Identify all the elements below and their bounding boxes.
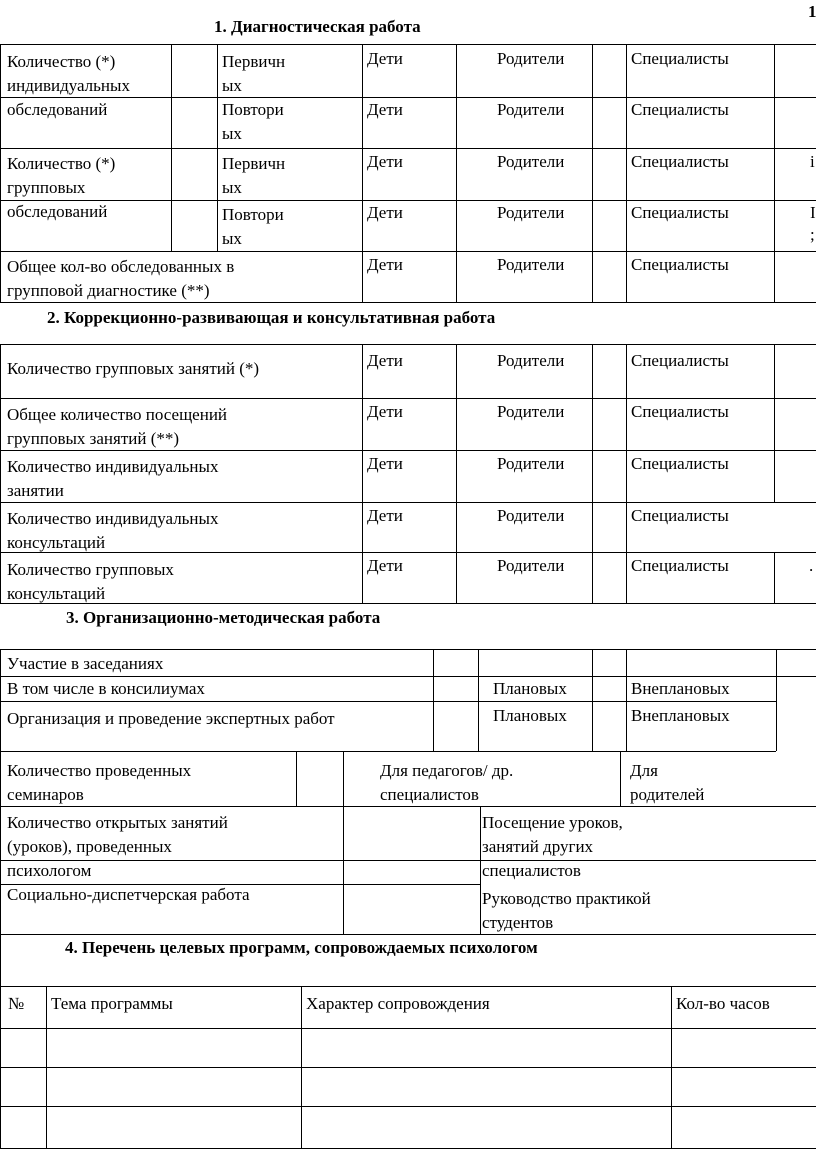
col-parents: Родители bbox=[497, 152, 565, 171]
row-label: индивидуальных bbox=[7, 76, 130, 95]
col-children: Дети bbox=[367, 351, 403, 370]
col-children: Дети bbox=[367, 100, 403, 119]
section-4-title: 4. Перечень целевых программ, сопровождаемых психологом bbox=[65, 938, 538, 957]
table-rule bbox=[0, 751, 776, 752]
table-rule bbox=[0, 44, 1, 302]
section-2-title: 2. Коррекционно-развивающая и консультативная работа bbox=[47, 308, 496, 327]
table-rule bbox=[0, 649, 816, 650]
table-rule bbox=[301, 986, 302, 1148]
section-1-title: 1. Диагностическая работа bbox=[214, 17, 421, 36]
sub-label: Первичн bbox=[222, 52, 286, 71]
row-label: групповых занятий (**) bbox=[7, 429, 180, 448]
col-specialists: Специалисты bbox=[631, 203, 729, 222]
col-children: Дети bbox=[367, 255, 403, 274]
row-label: Количество проведенных bbox=[7, 761, 192, 780]
table-rule bbox=[671, 986, 672, 1148]
table-rule bbox=[0, 1067, 816, 1068]
row-label: обследований bbox=[7, 202, 108, 221]
table-rule bbox=[478, 649, 479, 751]
page-number: 1 bbox=[808, 2, 816, 21]
col-children: Дети bbox=[367, 49, 403, 68]
col-specialists: Специалисты bbox=[631, 49, 729, 68]
row-label: консультаций bbox=[7, 533, 106, 552]
row-label: групповых bbox=[7, 178, 86, 197]
row-label: Количество индивидуальных bbox=[7, 457, 219, 476]
table-rule bbox=[456, 44, 457, 302]
col-hours-header: Кол-во часов bbox=[676, 994, 770, 1013]
table-rule bbox=[0, 344, 816, 345]
sub-label: ых bbox=[222, 229, 242, 248]
table-rule bbox=[626, 649, 627, 751]
col-children: Дети bbox=[367, 454, 403, 473]
row-label: Социально-диспетчерская работа bbox=[7, 885, 250, 904]
col-specialists: Специалисты bbox=[631, 454, 729, 473]
col-unplanned: Внеплановых bbox=[631, 679, 730, 698]
cell-label: Посещение уроков, bbox=[482, 813, 623, 832]
col-specialists: Специалисты bbox=[631, 556, 729, 575]
col-children: Дети bbox=[367, 506, 403, 525]
table-rule bbox=[0, 986, 816, 987]
row-label: семинаров bbox=[7, 785, 84, 804]
col-planned: Плановых bbox=[493, 679, 567, 698]
table-rule bbox=[774, 552, 775, 603]
row-label: Количество групповых занятий (*) bbox=[7, 359, 260, 378]
col-support-header: Характер сопровождения bbox=[306, 994, 490, 1013]
col-parents: Родители bbox=[497, 100, 565, 119]
row-label: Общее количество посещений bbox=[7, 405, 228, 424]
row-label: В том числе в консилиумах bbox=[7, 679, 205, 698]
sub-label: Повтори bbox=[222, 100, 284, 119]
row-label: обследований bbox=[7, 100, 108, 119]
col-children: Дети bbox=[367, 152, 403, 171]
table-rule bbox=[362, 344, 363, 603]
col-parents: Родители bbox=[497, 203, 565, 222]
table-rule bbox=[0, 148, 816, 149]
col-children: Дети bbox=[367, 402, 403, 421]
table-rule bbox=[480, 806, 481, 934]
table-rule bbox=[0, 934, 816, 935]
table-rule bbox=[171, 44, 172, 251]
table-rule bbox=[0, 502, 816, 503]
table-rule bbox=[46, 986, 47, 1148]
cell-label: занятий других bbox=[482, 837, 594, 856]
table-rule bbox=[774, 344, 775, 502]
col-parents: Родители bbox=[497, 506, 565, 525]
table-rule bbox=[433, 649, 434, 751]
col-parents: Родители bbox=[497, 454, 565, 473]
table-rule bbox=[0, 860, 816, 861]
table-rule bbox=[592, 649, 593, 751]
cell-label: специалистов bbox=[482, 861, 581, 880]
section-3-title: 3. Организационно-методическая работа bbox=[66, 608, 381, 627]
col-specialists: Специалисты bbox=[631, 351, 729, 370]
table-rule bbox=[0, 344, 1, 603]
table-rule bbox=[343, 806, 344, 934]
table-rule bbox=[217, 44, 218, 251]
col-number-header: № bbox=[8, 994, 25, 1013]
cell-label: Для bbox=[630, 761, 658, 780]
row-label: занятии bbox=[7, 481, 64, 500]
row-label: Количество (*) bbox=[7, 52, 116, 71]
row-label: (уроков), проведенных bbox=[7, 837, 172, 856]
table-rule bbox=[776, 649, 777, 751]
row-label: Количество (*) bbox=[7, 154, 116, 173]
table-rule bbox=[456, 344, 457, 603]
edge-mark: ; bbox=[810, 225, 815, 244]
row-label: Общее кол-во обследованных в bbox=[7, 257, 235, 276]
col-parents: Родители bbox=[497, 351, 565, 370]
row-label: консультаций bbox=[7, 584, 106, 603]
sub-label: ых bbox=[222, 124, 242, 143]
table-rule bbox=[0, 44, 816, 45]
col-parents: Родители bbox=[497, 402, 565, 421]
sub-label: Первичн bbox=[222, 154, 286, 173]
row-label: Организация и проведение экспертных работ bbox=[7, 709, 335, 728]
col-parents: Родители bbox=[497, 49, 565, 68]
sub-label: ых bbox=[222, 178, 242, 197]
table-rule bbox=[0, 398, 816, 399]
row-label: Количество групповых bbox=[7, 560, 174, 579]
edge-mark: . bbox=[809, 556, 814, 575]
row-label: психологом bbox=[7, 861, 92, 880]
cell-label: студентов bbox=[482, 913, 554, 932]
col-unplanned: Внеплановых bbox=[631, 706, 730, 725]
col-topic-header: Тема программы bbox=[51, 994, 173, 1013]
col-specialists: Специалисты bbox=[631, 506, 729, 525]
sub-label: ых bbox=[222, 76, 242, 95]
sub-label: Повтори bbox=[222, 205, 284, 224]
cell-label: Руководство практикой bbox=[482, 889, 651, 908]
table-rule bbox=[0, 1028, 816, 1029]
col-specialists: Специалисты bbox=[631, 152, 729, 171]
col-specialists: Специалисты bbox=[631, 100, 729, 119]
cell-label: родителей bbox=[630, 785, 705, 804]
col-parents: Родители bbox=[497, 556, 565, 575]
row-label: групповой диагностике (**) bbox=[7, 281, 210, 300]
row-label: Количество открытых занятий bbox=[7, 813, 228, 832]
row-label: Количество индивидуальных bbox=[7, 509, 219, 528]
cell-label: специалистов bbox=[380, 785, 479, 804]
edge-mark: I bbox=[810, 203, 816, 222]
table-rule bbox=[343, 751, 344, 806]
col-children: Дети bbox=[367, 203, 403, 222]
table-rule bbox=[0, 701, 776, 702]
row-label: Участие в заседаниях bbox=[7, 654, 164, 673]
table-rule bbox=[0, 603, 816, 604]
col-specialists: Специалисты bbox=[631, 255, 729, 274]
table-rule bbox=[0, 251, 816, 252]
table-rule bbox=[0, 1148, 816, 1149]
col-planned: Плановых bbox=[493, 706, 567, 725]
cell-label: Для педагогов/ др. bbox=[380, 761, 514, 780]
edge-mark: i bbox=[810, 152, 815, 171]
table-rule bbox=[362, 44, 363, 302]
table-rule bbox=[0, 649, 1, 1148]
table-rule bbox=[592, 344, 593, 603]
table-rule bbox=[0, 1106, 816, 1107]
col-parents: Родители bbox=[497, 255, 565, 274]
table-rule bbox=[0, 552, 816, 553]
col-specialists: Специалисты bbox=[631, 402, 729, 421]
table-rule bbox=[626, 344, 627, 603]
table-rule bbox=[626, 44, 627, 302]
col-children: Дети bbox=[367, 556, 403, 575]
table-rule bbox=[620, 751, 621, 806]
table-rule bbox=[296, 751, 297, 806]
table-rule bbox=[592, 44, 593, 302]
table-rule bbox=[774, 44, 775, 302]
